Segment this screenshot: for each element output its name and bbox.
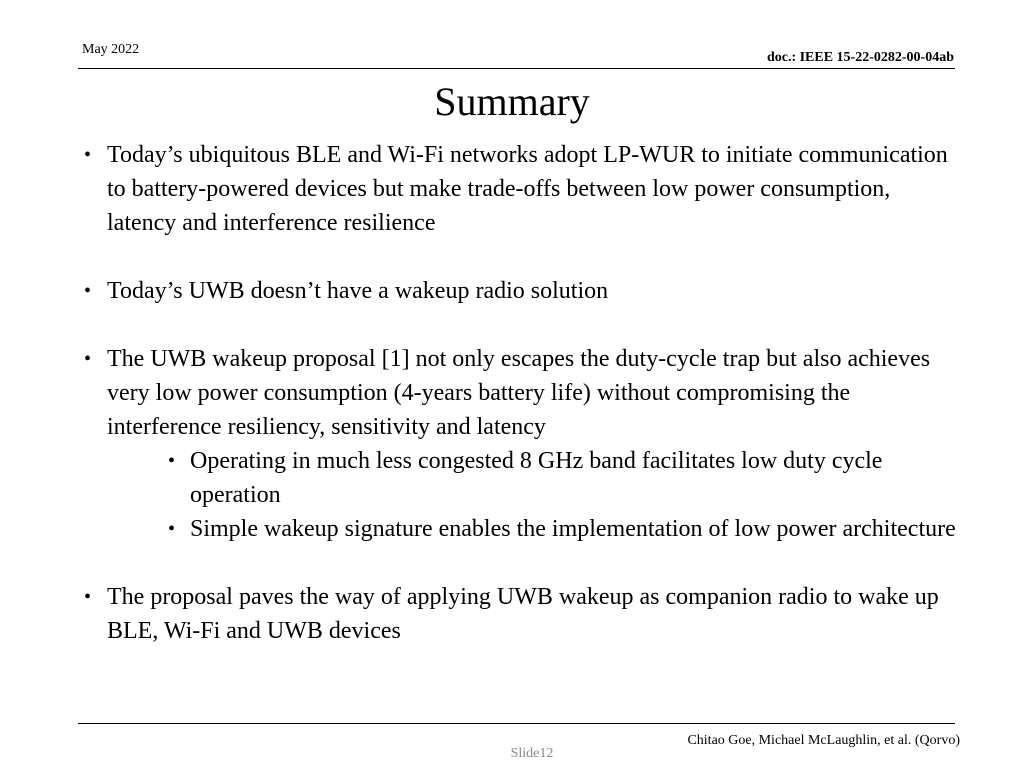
sub-bullet-item — [84, 512, 964, 546]
document-id: doc.: IEEE 15-22-0282-00-04ab — [766, 50, 954, 65]
slide-number: Slide12 — [510, 746, 554, 761]
bullet-dot: • — [84, 280, 92, 302]
bullet-dot: • — [84, 586, 92, 608]
bullet-text: The proposal paves the way of applying UWB wakeup as companion radio to wake up BLE, Wi-Fi and UWB devices — [107, 584, 939, 644]
bullet-dot: • — [168, 450, 176, 472]
sub-bullet-text: Operating in much less congested 8 GHz band facilitates low duty cycle operation — [190, 448, 883, 508]
footer-divider — [78, 723, 955, 724]
header-date: May 2022 — [82, 42, 140, 57]
bullet-text: Today’s ubiquitous BLE and Wi-Fi networks adopt LP-WUR to initiate communication to battery-powered devices but make trade-offs between low power consumption, latency and interference resilience — [107, 142, 948, 236]
bullet-item — [84, 274, 964, 308]
bullet-text: Today’s UWB doesn’t have a wakeup radio solution — [107, 278, 609, 304]
header-divider — [78, 68, 955, 69]
bullet-item — [84, 580, 964, 648]
sub-bullet-item — [84, 444, 964, 512]
sub-bullet-text: Simple wakeup signature enables the implementation of low power architecture — [190, 516, 956, 542]
bullet-dot: • — [84, 144, 92, 166]
bullet-dot: • — [168, 518, 176, 540]
footer-authors: Chitao Goe, Michael McLaughlin, et al. (Qorvo) — [687, 733, 960, 748]
slide-body — [84, 138, 964, 648]
bullet-dot: • — [84, 348, 92, 370]
bullet-text: The UWB wakeup proposal [1] not only escapes the duty-cycle trap but also achieves very low power consumption (4-years battery life) without compromising the interference resiliency, sensitivity and latency — [107, 346, 931, 440]
bullet-item — [84, 138, 964, 240]
bullet-item — [84, 342, 964, 444]
slide-title: Summary — [434, 79, 590, 124]
